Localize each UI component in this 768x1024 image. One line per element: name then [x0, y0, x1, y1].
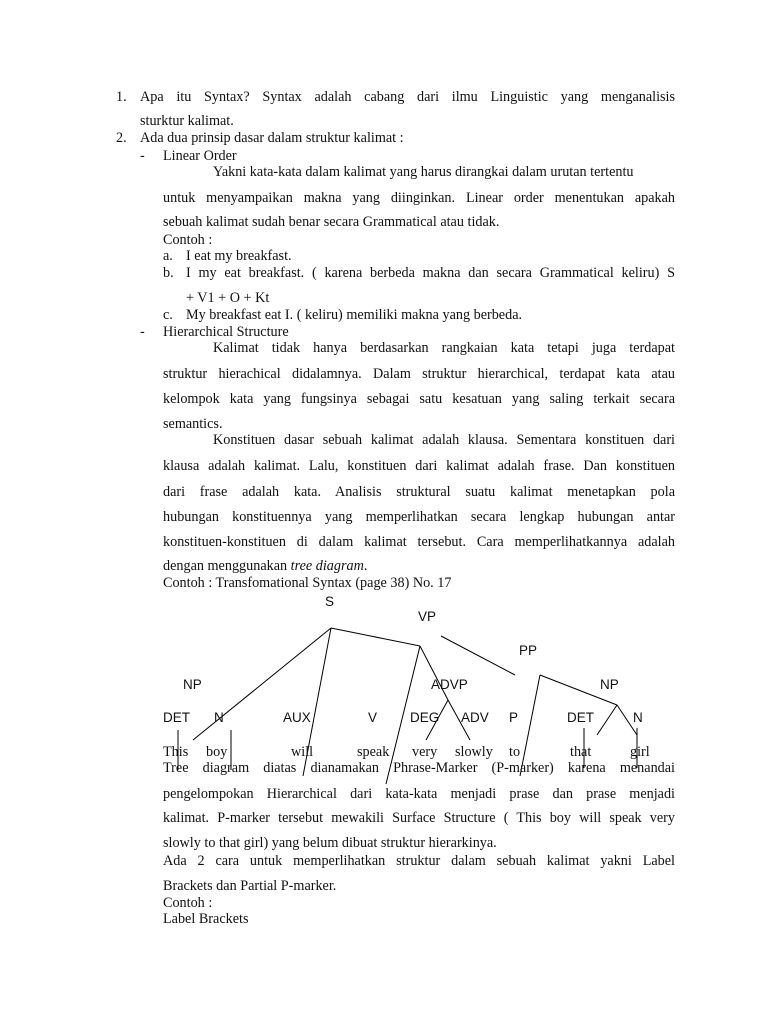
linear-order-dash: - [140, 148, 145, 164]
linear-order-p3: sebuah kalimat sudah benar secara Grammatical atau tidak. [163, 214, 500, 230]
konstituen-p5: konstituen-konstituen di dalam kalimat tersebut. Cara memperlihatkannya adalah [163, 534, 675, 550]
node-n-1: N [214, 710, 224, 725]
leaf-word: girl [630, 744, 650, 760]
item1-text-line2: sturktur kalimat. [140, 113, 234, 129]
example-b-text-line2: + V1 + O + Kt [186, 290, 270, 306]
konstituen-p4: hubungan konstituennya yang memperlihatkan secara lengkap hubungan antar [163, 509, 675, 525]
leaf-word: very [412, 744, 438, 760]
hierarchical-p4: semantics. [163, 416, 223, 432]
leaf-word: will [291, 744, 314, 760]
node-np-subject: NP [183, 677, 202, 692]
node-np-object: NP [600, 677, 619, 692]
node-s: S [325, 594, 335, 609]
node-vp: VP [418, 609, 437, 624]
hierarchical-p1: Kalimat tidak hanya berdasarkan rangkaian kata tetapi juga terdapat [213, 340, 675, 356]
node-det-1: DET [163, 710, 190, 725]
hierarchical-p2: struktur hierachical didalamnya. Dalam struktur hierarchical, terdapat kata atau [163, 366, 675, 382]
konstituen-p2: klausa adalah kalimat. Lalu, konstituen dari kalimat adalah frase. Dan konstituen [163, 458, 675, 474]
example-a-text: I eat my breakfast. [186, 248, 292, 264]
label-brackets-heading: Label Brackets [163, 911, 249, 927]
example-c-text: My breakfast eat I. ( keliru) memiliki makna yang berbeda. [186, 307, 523, 323]
leaf-word: boy [206, 744, 228, 760]
hierarchical-heading: Hierarchical Structure [163, 324, 289, 340]
edge-vp-pp [441, 636, 515, 675]
list-number-2: 2. [116, 130, 127, 146]
linear-contoh-label: Contoh : [163, 232, 213, 248]
node-advp: ADVP [431, 677, 468, 692]
pmarker-p1: Tree diagram diatas dianamakan Phrase-Marker (P-marker) karena menandai [163, 760, 675, 776]
leaf-word: slowly [455, 744, 493, 760]
linear-order-p1: Yakni kata-kata dalam kalimat yang harus dirangkai dalam urutan tertentu [213, 164, 634, 180]
hierarchical-dash: - [140, 324, 145, 340]
leaf-word: to [509, 744, 521, 760]
brackets-p2: Brackets dan Partial P-marker. [163, 878, 337, 894]
hierarchical-p3: kelompok kata yang fungsinya sebagai satu kesatuan yang saling terkait secara [163, 391, 675, 407]
example-c-marker: c. [163, 307, 173, 323]
node-v: V [368, 710, 378, 725]
example-a-marker: a. [163, 248, 173, 264]
brackets-contoh: Contoh : [163, 895, 213, 911]
brackets-p1: Ada 2 cara untuk memperlihatkan struktur dalam sebuah kalimat yakni Label [163, 853, 675, 869]
leaf-word: speak [357, 744, 390, 760]
item1-text-line1: Apa itu Syntax? Syntax adalah cabang dari ilmu Linguistic yang menganalisis [140, 89, 675, 105]
node-det-2: DET [567, 710, 594, 725]
konstituen-p6-post: . [363, 558, 368, 574]
konstituen-p1: Konstituen dasar sebuah kalimat adalah klausa. Sementara konstituen dari [213, 432, 675, 448]
node-p: P [509, 710, 519, 725]
tree-diagram-term: tree diagram [290, 558, 364, 574]
linear-order-p2: untuk menyampaikan makna yang diinginkan. Linear order menentukan apakah [163, 190, 675, 206]
node-adv: ADV [461, 710, 489, 725]
leaf-word: This [163, 744, 189, 760]
example-b-marker: b. [163, 265, 174, 281]
node-pp: PP [519, 643, 538, 658]
node-n-2: N [633, 710, 643, 725]
leaf-word: that [570, 744, 592, 760]
konstituen-p6-pre: dengan menggunakan [163, 558, 291, 574]
pmarker-p3: kalimat. P-marker tersebut mewakili Surface Structure ( This boy will speak very [163, 810, 675, 826]
node-aux: AUX [283, 710, 311, 725]
linear-order-heading: Linear Order [163, 148, 237, 164]
list-number-1: 1. [116, 89, 127, 105]
edge-s-vp [331, 628, 420, 646]
konstituen-p3: dari frase adalah kata. Analisis struktural suatu kalimat menetapkan pola [163, 484, 675, 500]
pmarker-p2: pengelompokan Hierarchical dari kata-kata menjadi prase dan prase menjadi [163, 786, 675, 802]
example-b-text-line1: I my eat breakfast. ( karena berbeda makna dan secara Grammatical keliru) S [186, 265, 675, 281]
pmarker-p4: slowly to that girl) yang belum dibuat struktur hierarkinya. [163, 835, 497, 851]
tree-example-caption: Contoh : Transfomational Syntax (page 38) No. 17 [163, 575, 452, 591]
edge-np-det [597, 705, 617, 735]
node-deg: DEG [410, 710, 440, 725]
item2-intro: Ada dua prinsip dasar dalam struktur kalimat : [140, 130, 404, 146]
